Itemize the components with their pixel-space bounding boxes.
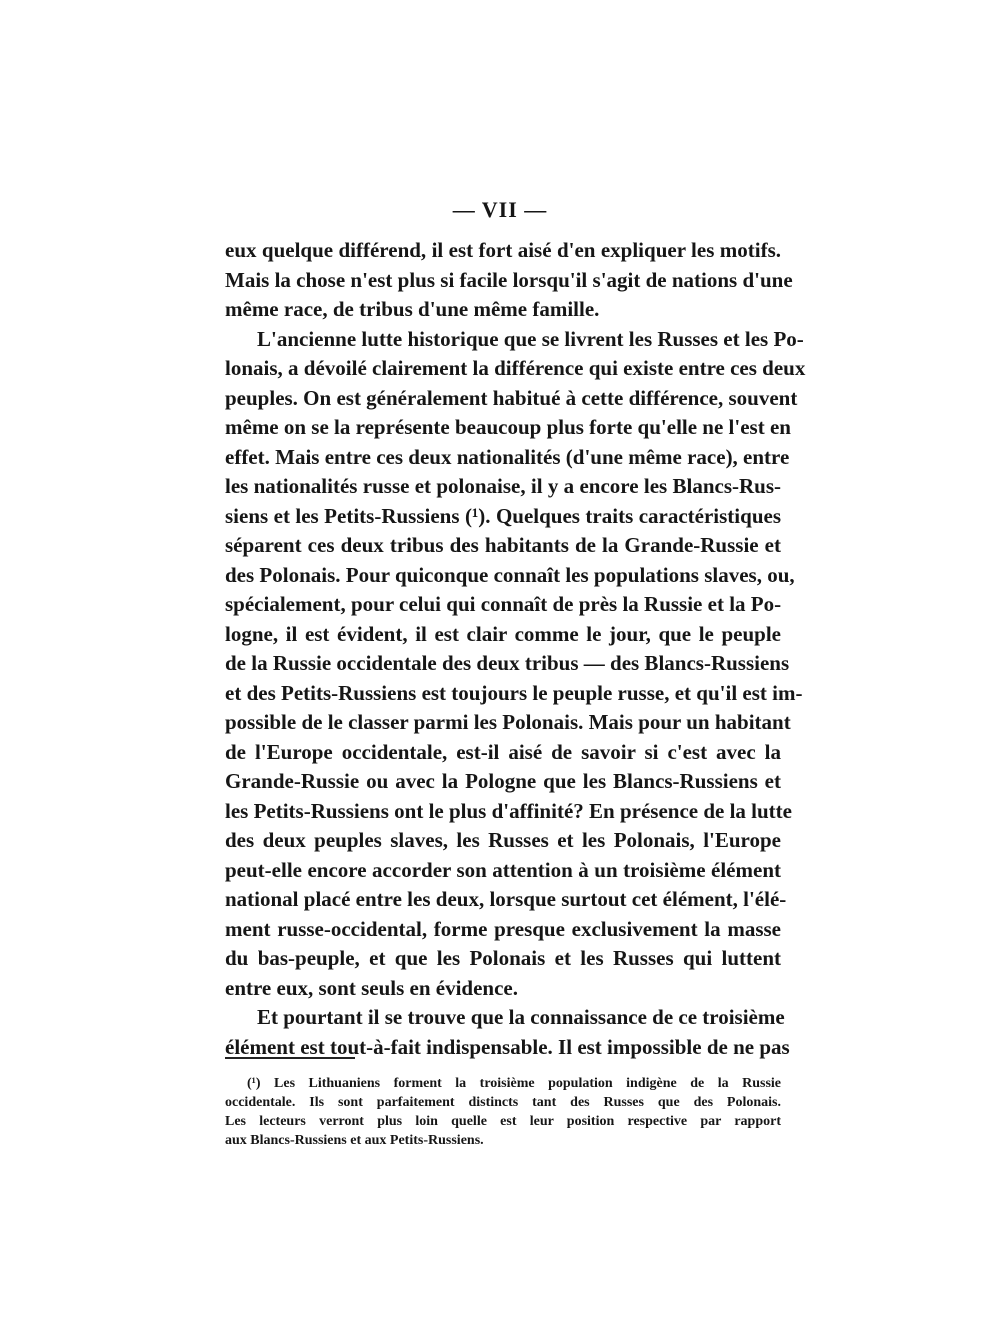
footnote — [225, 1074, 781, 1150]
text-line: même race, de tribus d'une même famille. — [225, 297, 600, 321]
text-line: spécialement, pour celui qui connaît de près la Russie et la Po- — [225, 592, 782, 616]
text-line: lonais, a dévoilé clairement la différence qui existe entre ces deux — [225, 356, 806, 380]
text-line: ment russe-occidental, forme presque exclusivement la masse — [225, 916, 781, 941]
text-line: les nationalités russe et polonaise, il y a encore les Blancs-Rus- — [225, 474, 781, 498]
footnote-line: aux Blancs-Russiens et aux Petits-Russiens. — [225, 1133, 484, 1148]
footnote-line: Les lecteurs verront plus loin quelle est leur position respective par rapport — [225, 1114, 781, 1129]
text-line: logne, il est évident, il est clair comme le jour, que le peuple — [225, 621, 781, 646]
text-line: possible de le classer parmi les Polonais. Mais pour un habitant — [225, 710, 791, 734]
page-number: — VII — — [452, 197, 548, 222]
text-line: peuples. On est généralement habitué à cette différence, souvent — [225, 385, 798, 410]
footnote-line: (¹) Les Lithuaniens forment la troisième population indigène de la Russie — [247, 1076, 781, 1091]
text-line: les Petits-Russiens ont le plus d'affinité? En présence de la lutte — [225, 798, 792, 823]
text-line: eux quelque différend, il est fort aisé d'en expliquer les motifs. — [225, 238, 781, 262]
text-line: peut-elle encore accorder son attention à un troisième élément — [225, 857, 781, 882]
text-line: séparent ces deux tribus des habitants de la Grande-Russie et — [225, 533, 781, 557]
text-line: des deux peuples slaves, les Russes et les Polonais, l'Europe — [225, 828, 781, 852]
text-line: national placé entre les deux, lorsque surtout cet élément, l'élé- — [225, 887, 787, 911]
text-line: Et pourtant il se trouve que la connaissance de ce troisième — [257, 1005, 785, 1029]
text-line: des Polonais. Pour quiconque connaît les populations slaves, ou, — [225, 562, 795, 587]
text-line: Mais la chose n'est plus si facile lorsqu'il s'agit de nations d'une — [225, 267, 793, 292]
text-line: entre eux, sont seuls en évidence. — [225, 975, 519, 1000]
text-line: de l'Europe occidentale, est-il aisé de savoir si c'est avec la — [225, 739, 781, 764]
footnote-rule — [225, 1057, 355, 1059]
text-line: siens et les Petits-Russiens (¹). Quelques traits caractéristiques — [225, 503, 781, 528]
text-line: du bas-peuple, et que les Polonais et les Russes qui luttent — [225, 946, 781, 970]
text-line: et des Petits-Russiens est toujours le peuple russe, et qu'il est im- — [225, 680, 803, 705]
footnote-line: occidentale. Ils sont parfaitement distincts tant des Russes que des Polonais. — [225, 1095, 781, 1110]
text-line: Grande-Russie ou avec la Pologne que les Blancs-Russiens et — [225, 769, 781, 793]
text-line: de la Russie occidentale des deux tribus — des Blancs-Russiens — [225, 651, 790, 675]
text-line: même on se la représente beaucoup plus forte qu'elle ne l'est en — [225, 415, 791, 439]
text-line: effet. Mais entre ces deux nationalités (d'une même race), entre — [225, 444, 790, 469]
body-text — [225, 236, 806, 1062]
text-line: L'ancienne lutte historique que se livrent les Russes et les Po- — [257, 326, 804, 351]
text-line: élément est tout-à-fait indispensable. Il est impossible de ne pas — [225, 1034, 790, 1059]
